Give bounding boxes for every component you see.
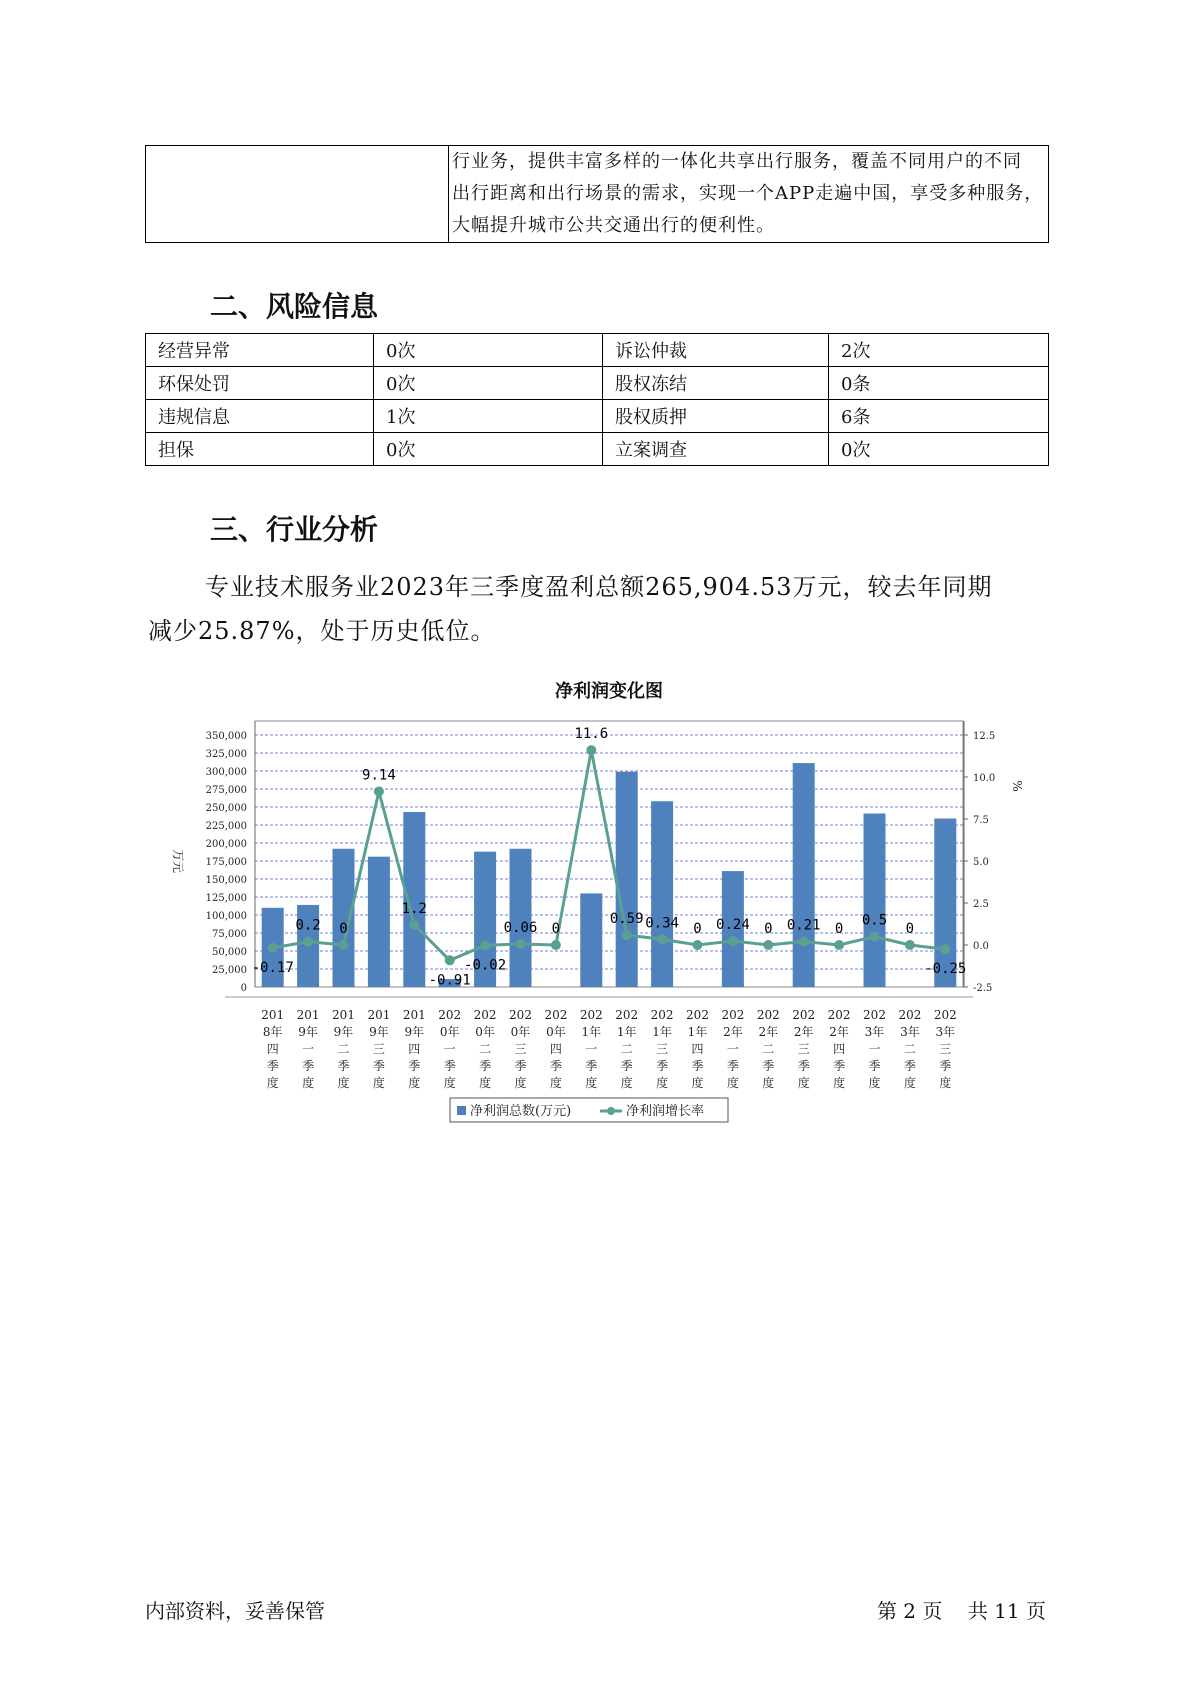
x-tick-label: 202 (473, 1008, 497, 1022)
growth-rate-point (728, 936, 738, 946)
data-label: 9.14 (362, 767, 396, 784)
x-tick-label: 度 (443, 1076, 456, 1090)
bar (651, 801, 673, 987)
x-tick-label: 度 (762, 1076, 775, 1090)
risk-value: 0次 (374, 367, 603, 400)
y-tick-label: 0 (240, 983, 247, 994)
x-tick-label: 三 (797, 1042, 810, 1056)
y-tick-label: 75,000 (212, 929, 247, 940)
x-tick-label: 2年 (723, 1025, 743, 1039)
x-tick-label: 度 (372, 1076, 385, 1090)
y-tick-label: 50,000 (212, 947, 247, 958)
risk-section-heading: 二、风险信息 (210, 290, 379, 323)
x-tick-label: 季 (266, 1059, 279, 1073)
y-tick-label: 275,000 (205, 785, 247, 796)
growth-rate-point (445, 955, 455, 965)
x-tick-label: 201 (332, 1008, 355, 1022)
x-tick-label: 季 (337, 1059, 350, 1073)
legend-line-marker (607, 1107, 615, 1115)
x-tick-label: 202 (509, 1008, 532, 1022)
y-tick-label: 350,000 (205, 731, 247, 742)
x-tick-label: 二 (903, 1042, 916, 1056)
x-tick-label: 度 (620, 1076, 633, 1090)
plot-area (255, 721, 963, 987)
x-tick-label: 度 (302, 1076, 315, 1090)
x-tick-label: 季 (585, 1059, 598, 1073)
data-label: 0.06 (503, 919, 538, 936)
x-tick-label: 三 (372, 1042, 385, 1056)
growth-rate-point (339, 940, 349, 950)
y2-tick-label: -2.5 (973, 983, 993, 994)
x-tick-label: 202 (544, 1008, 568, 1022)
x-tick-label: 202 (898, 1008, 922, 1022)
x-tick-label: 度 (266, 1076, 279, 1090)
bar (616, 772, 638, 987)
y2-tick-label: 5.0 (973, 857, 989, 868)
data-label: 0 (339, 921, 348, 937)
risk-value: 6条 (829, 400, 1049, 433)
data-label: -0.02 (464, 957, 507, 974)
x-tick-label: 季 (408, 1059, 421, 1073)
y-tick-label: 300,000 (205, 767, 247, 778)
growth-rate-point (622, 930, 632, 940)
risk-label: 诉讼仲裁 (603, 334, 829, 367)
growth-rate-point (480, 940, 490, 950)
x-tick-label: 季 (479, 1059, 492, 1073)
net-profit-chart (160, 675, 1040, 1140)
y-tick-label: 250,000 (205, 803, 247, 814)
x-tick-label: 二 (620, 1042, 633, 1056)
x-tick-label: 三 (939, 1042, 952, 1056)
x-tick-label: 度 (585, 1076, 598, 1090)
x-tick-label: 0年 (510, 1025, 531, 1039)
x-tick-label: 度 (726, 1076, 739, 1090)
x-tick-label: 四 (408, 1042, 421, 1056)
x-tick-label: 2年 (829, 1025, 849, 1039)
x-tick-label: 9年 (404, 1025, 425, 1039)
y-tick-label: 175,000 (205, 857, 247, 868)
data-label: 0.59 (609, 911, 644, 928)
continuation-table-text-cell (449, 146, 1049, 243)
x-tick-label: 度 (479, 1076, 492, 1090)
x-tick-label: 三 (656, 1042, 669, 1056)
x-tick-label: 季 (833, 1059, 846, 1073)
y-tick-label: 125,000 (205, 893, 247, 904)
data-label: -0.17 (251, 959, 294, 976)
continuation-line: 出行距离和出行场景的需求，实现一个APP走遍中国，享受多种服务， (452, 183, 1044, 204)
table-row (146, 400, 1049, 433)
x-tick-label: 季 (903, 1059, 916, 1073)
risk-value: 0次 (374, 334, 603, 367)
y2-tick-label: 2.5 (973, 899, 989, 910)
growth-rate-point (870, 932, 880, 942)
x-tick-label: 0年 (475, 1025, 495, 1039)
x-tick-label: 四 (549, 1042, 562, 1056)
x-tick-label: 一 (585, 1042, 598, 1056)
y-tick-label: 225,000 (205, 821, 247, 832)
bar (861, 813, 888, 987)
data-label: 1.2 (401, 900, 427, 917)
x-tick-label: 季 (514, 1059, 527, 1073)
data-label: 0.5 (861, 912, 888, 929)
x-tick-label: 9年 (369, 1025, 389, 1039)
data-label: 11.6 (574, 726, 609, 743)
x-tick-label: 3年 (900, 1025, 920, 1039)
x-tick-label: 202 (650, 1008, 674, 1022)
data-label: 0.21 (786, 917, 821, 934)
x-tick-label: 度 (939, 1076, 952, 1090)
growth-rate-point (268, 943, 278, 953)
risk-label: 股权质押 (603, 400, 829, 433)
x-tick-label: 季 (620, 1059, 633, 1073)
x-tick-label: 季 (372, 1059, 385, 1073)
growth-rate-point (834, 940, 844, 950)
x-tick-label: 度 (833, 1076, 846, 1090)
risk-value: 0次 (829, 433, 1049, 466)
data-label: 0.24 (716, 916, 750, 933)
y2-tick-label: 0.0 (973, 941, 989, 952)
growth-rate-point (799, 936, 809, 946)
y-tick-label: 150,000 (205, 875, 247, 886)
x-tick-label: 201 (367, 1008, 391, 1022)
y-tick-label: 200,000 (205, 839, 247, 850)
data-label: -0.91 (428, 972, 471, 989)
x-tick-label: 202 (792, 1008, 816, 1022)
bar (793, 763, 815, 987)
risk-value: 0次 (374, 433, 603, 466)
growth-rate-point (905, 940, 915, 950)
x-tick-label: 3年 (935, 1025, 956, 1039)
legend-bar-label: 净利润总数(万元) (470, 1104, 572, 1119)
risk-value: 1次 (374, 400, 603, 433)
growth-rate-point (303, 937, 313, 947)
table-row (146, 334, 1049, 367)
growth-rate-point (409, 920, 419, 930)
growth-rate-point (374, 786, 384, 796)
industry-section-heading: 三、行业分析 (210, 513, 379, 546)
x-tick-label: 季 (797, 1059, 810, 1073)
x-tick-label: 202 (827, 1008, 851, 1022)
x-tick-label: 一 (443, 1042, 456, 1056)
risk-label: 担保 (146, 433, 374, 466)
growth-rate-point (940, 944, 950, 954)
growth-rate-point (586, 745, 596, 755)
continuation-line: 行业务，提供丰富多样的一体化共享出行服务，覆盖不同用户的不同 (452, 151, 1022, 172)
y-tick-label: 25,000 (212, 965, 247, 976)
x-tick-label: 202 (756, 1008, 780, 1022)
x-tick-label: 一 (302, 1042, 315, 1056)
x-tick-label: 季 (762, 1059, 775, 1073)
x-tick-label: 1年 (652, 1025, 672, 1039)
continuation-table-empty-cell (146, 146, 449, 243)
x-tick-label: 2年 (758, 1025, 779, 1039)
x-tick-label: 一 (868, 1042, 881, 1056)
bar (510, 849, 532, 987)
data-label: 0.34 (645, 915, 679, 932)
x-tick-label: 度 (656, 1076, 669, 1090)
x-tick-label: 度 (797, 1076, 810, 1090)
y2-axis-label: % (1010, 780, 1024, 792)
x-tick-label: 度 (514, 1076, 527, 1090)
x-tick-label: 季 (868, 1059, 881, 1073)
risk-label: 股权冻结 (603, 367, 829, 400)
x-tick-label: 度 (868, 1076, 881, 1090)
x-tick-label: 202 (933, 1008, 957, 1022)
x-tick-label: 三 (514, 1042, 527, 1056)
growth-rate-point (763, 940, 773, 950)
industry-paragraph-line: 减少25.87%，处于历史低位。 (148, 617, 496, 645)
continuation-table (145, 145, 1049, 243)
x-tick-label: 202 (863, 1008, 886, 1022)
x-tick-label: 8年 (262, 1025, 283, 1039)
x-tick-label: 度 (337, 1076, 350, 1090)
x-tick-label: 度 (691, 1076, 704, 1090)
legend-line-label: 净利润增长率 (626, 1104, 705, 1119)
growth-rate-point (551, 940, 561, 950)
footer-page-number: 第 2 页 共 11 页 (876, 1599, 1046, 1623)
footer-confidential: 内部资料，妥善保管 (145, 1599, 325, 1623)
risk-label: 违规信息 (146, 400, 374, 433)
x-tick-label: 季 (549, 1059, 562, 1073)
x-tick-label: 0年 (439, 1025, 460, 1039)
x-tick-label: 四 (833, 1042, 846, 1056)
data-label: 0 (834, 921, 844, 937)
x-tick-label: 0年 (546, 1025, 566, 1039)
x-tick-label: 度 (408, 1076, 421, 1090)
data-label: 0 (551, 921, 561, 937)
x-tick-label: 202 (579, 1008, 603, 1022)
x-tick-label: 3年 (864, 1025, 885, 1039)
legend-bar-swatch (457, 1106, 466, 1115)
x-tick-label: 四 (266, 1042, 279, 1056)
x-tick-label: 二 (337, 1042, 350, 1056)
risk-label: 环保处罚 (146, 367, 374, 400)
growth-rate-point (657, 934, 667, 944)
bar (368, 857, 390, 987)
table-row (146, 367, 1049, 400)
x-tick-label: 度 (549, 1076, 562, 1090)
x-tick-label: 1年 (616, 1025, 637, 1039)
x-tick-label: 2年 (793, 1025, 814, 1039)
industry-paragraph-line: 专业技术服务业2023年三季度盈利总额265,904.53万元，较去年同期 (205, 573, 993, 601)
x-tick-label: 季 (302, 1059, 315, 1073)
y2-tick-label: 7.5 (973, 815, 989, 826)
x-tick-label: 9年 (298, 1025, 318, 1039)
x-tick-label: 201 (296, 1008, 320, 1022)
x-tick-label: 202 (686, 1008, 709, 1022)
x-tick-label: 202 (721, 1008, 745, 1022)
risk-label: 立案调查 (603, 433, 829, 466)
y-tick-label: 325,000 (205, 749, 247, 760)
data-label: -0.25 (924, 961, 967, 978)
x-tick-label: 202 (615, 1008, 639, 1022)
x-tick-label: 四 (691, 1042, 704, 1056)
x-tick-label: 1年 (687, 1025, 708, 1039)
x-tick-label: 二 (762, 1042, 775, 1056)
continuation-line: 大幅提升城市公共交通出行的便利性。 (452, 215, 775, 236)
y2-tick-label: 10.0 (973, 773, 996, 784)
x-tick-label: 202 (438, 1008, 462, 1022)
risk-value: 2次 (829, 334, 1049, 367)
x-tick-label: 201 (261, 1008, 285, 1022)
chart-title: 净利润变化图 (555, 681, 663, 702)
x-tick-label: 201 (402, 1008, 426, 1022)
risk-value: 0条 (829, 367, 1049, 400)
growth-rate-point (516, 939, 526, 949)
x-tick-label: 季 (656, 1059, 669, 1073)
y-axis-label: 万元 (171, 848, 185, 874)
y2-tick-label: 12.5 (973, 731, 996, 742)
risk-info-table (145, 333, 1049, 466)
x-tick-label: 1年 (581, 1025, 602, 1039)
y-tick-label: 100,000 (205, 911, 247, 922)
x-tick-label: 二 (479, 1042, 492, 1056)
data-label: 0.2 (295, 917, 321, 934)
data-label: 0 (764, 921, 773, 937)
x-tick-label: 9年 (333, 1025, 354, 1039)
table-row (146, 433, 1049, 466)
x-tick-label: 一 (726, 1042, 739, 1056)
data-label: 0 (693, 921, 702, 937)
risk-label: 经营异常 (146, 334, 374, 367)
data-label: 0 (905, 921, 915, 937)
x-tick-label: 季 (939, 1059, 952, 1073)
x-tick-label: 季 (443, 1059, 456, 1073)
x-tick-label: 季 (691, 1059, 704, 1073)
x-tick-label: 季 (726, 1059, 739, 1073)
bar (580, 893, 602, 987)
x-tick-label: 度 (903, 1076, 916, 1090)
growth-rate-point (693, 940, 703, 950)
